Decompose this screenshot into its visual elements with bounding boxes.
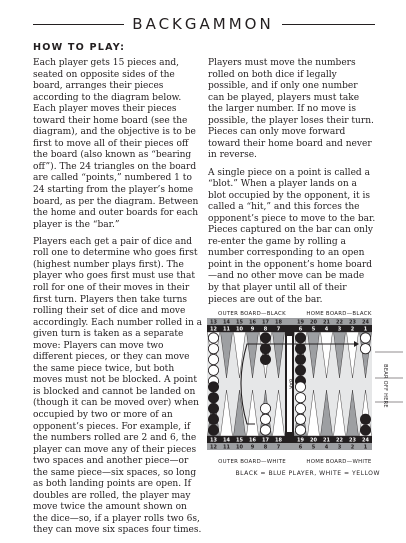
board-svg — [204, 308, 404, 488]
color-caption: BLACK = BLUE PLAYER, WHITE = YELLOW — [235, 470, 380, 477]
number-row-band — [207, 443, 372, 450]
white-checker — [208, 344, 218, 354]
white-checker — [208, 333, 218, 343]
point-number: 12 — [210, 326, 217, 333]
point-number: 15 — [236, 319, 243, 326]
paragraph: A single piece on a point is called a “blot.” When a player lands on a blot occupied by the opponent, it is called a “hit,” and this forces the opponent’s piece to move to the bar. Pieces captured on the bar can only re-enter the game by rolling a number corresponding to an open point in the opponent’s home board—and no other move can be made by that player until all of their pieces are out of the bar. — [208, 167, 376, 305]
black-checker — [295, 344, 305, 354]
white-checker — [260, 403, 270, 413]
black-checker — [208, 393, 218, 403]
white-checker — [295, 414, 305, 424]
point-number: 20 — [310, 319, 317, 326]
point-number: 3 — [337, 444, 342, 451]
point-number: 3 — [337, 326, 342, 333]
point-number: 17 — [262, 319, 269, 326]
text-column-right — [208, 58, 376, 312]
point-number: 14 — [223, 437, 230, 444]
black-checker — [208, 403, 218, 413]
point-number: 10 — [236, 444, 243, 451]
black-checker — [295, 365, 305, 375]
point-number: 9 — [250, 444, 255, 451]
bar-label: BAR — [287, 379, 293, 389]
point-number: 11 — [223, 326, 230, 333]
white-checker — [360, 333, 370, 343]
label-outer-board-white: OUTER BOARD—WHITE — [218, 459, 286, 465]
point-number: 17 — [262, 437, 269, 444]
black-checker — [295, 354, 305, 364]
point-number: 7 — [276, 326, 281, 333]
white-checker — [260, 414, 270, 424]
point-number: 12 — [210, 444, 217, 451]
page-title: BACKGAMMON — [0, 14, 406, 34]
point-number: 4 — [324, 444, 329, 451]
black-checker — [260, 333, 270, 343]
point-number: 23 — [349, 319, 356, 326]
black-checker — [208, 414, 218, 424]
how-to-play-heading: HOW TO PLAY: — [33, 42, 126, 53]
black-checker — [260, 354, 270, 364]
white-checker — [208, 354, 218, 364]
paragraph: Players must move the numbers rolled on both dice if legally possible, and if only one number can be played, players must take the larger number. If no move is possible, the player loses their turn. Pieces can only move forward toward their home board and never in reverse. — [208, 58, 374, 161]
point-number: 13 — [210, 319, 217, 326]
white-checker — [260, 425, 270, 435]
point-number: 8 — [263, 444, 268, 451]
paragraph: Each player gets 15 pieces and, seated on opposite sides of the board, arranges their pieces according to the diagram below. Each player moves their pieces toward their home board (see the diagram), and the objective is to be first to move all of their pieces off the board (also known as “bearing off”). The 24 triangles on the board are called “points,” numbered 1 to 24 starting from the player’s home board, as per the diagram. Between the home and outer boards for each player is the “bar.” — [33, 58, 199, 230]
point-number: 20 — [310, 437, 317, 444]
point-number: 1 — [363, 444, 368, 451]
point-number: 14 — [223, 319, 230, 326]
white-checker — [208, 365, 218, 375]
point-number: 22 — [336, 319, 343, 326]
point-number: 9 — [250, 326, 255, 333]
point-number: 16 — [249, 319, 256, 326]
point-number: 24 — [362, 437, 369, 444]
point-number: 16 — [249, 437, 256, 444]
point-number: 21 — [323, 319, 330, 326]
paragraph: Players each get a pair of dice and roll one to determine who goes first (highest number plays first). The player who goes first must use that roll for one of their moves in their first turn. Players then take turns rolling their set of dice and move accordingly. Each number rolled in a given turn is taken as a separate move: Players can move two different pieces, or they can move the same piece twice, but both moves must not be blocked. A point is blocked and cannot be landed on (though it can be moved over) when occupied by two or more of an opponent’s pieces. For example, if the numbers rolled are 2 and 6, the player can move any of their pieces two spaces and another piece—or the same piece—six spaces, so long as both landing points are open. If doubles are rolled, the player may move twice the amount shown on the dice—so, if a player rolls two 6s, they can move six spaces four times. — [33, 236, 203, 536]
point-number: 19 — [297, 437, 304, 444]
point-number: 10 — [236, 326, 243, 333]
point-number: 15 — [236, 437, 243, 444]
point-number: 11 — [223, 444, 230, 451]
point-number: 2 — [350, 444, 355, 451]
number-row-band — [207, 318, 372, 325]
point-number: 22 — [336, 437, 343, 444]
label-home-board-black: HOME BOARD—BLACK — [306, 311, 372, 317]
label-outer-board-black: OUTER BOARD—BLACK — [218, 311, 286, 317]
white-checker — [295, 403, 305, 413]
point-number: 1 — [363, 326, 368, 333]
point-number: 6 — [298, 326, 303, 333]
white-checker — [295, 393, 305, 403]
black-checker — [260, 344, 270, 354]
label-home-board-white: HOME BOARD—WHITE — [306, 459, 372, 465]
backgammon-board-diagram — [204, 308, 404, 488]
white-checker — [360, 344, 370, 354]
black-checker — [360, 425, 370, 435]
point-number: 13 — [210, 437, 217, 444]
point-number: 8 — [263, 326, 268, 333]
black-checker — [208, 425, 218, 435]
board-dynamic-layer — [207, 318, 403, 451]
point-number: 18 — [275, 437, 282, 444]
point-number: 4 — [324, 326, 329, 333]
white-checker — [295, 382, 305, 392]
black-checker — [360, 414, 370, 424]
point-number: 23 — [349, 437, 356, 444]
point-number: 24 — [362, 319, 369, 326]
black-checker — [295, 333, 305, 343]
point-number: 2 — [350, 326, 355, 333]
point-number: 18 — [275, 319, 282, 326]
black-checker — [208, 382, 218, 392]
point-number: 6 — [298, 444, 303, 451]
point-number: 5 — [311, 444, 316, 451]
point-number: 7 — [276, 444, 281, 451]
point-number: 19 — [297, 319, 304, 326]
bear-off-label: BEAR OFF HERE — [382, 364, 388, 408]
point-number: 21 — [323, 437, 330, 444]
point-number: 5 — [311, 326, 316, 333]
white-checker — [295, 425, 305, 435]
